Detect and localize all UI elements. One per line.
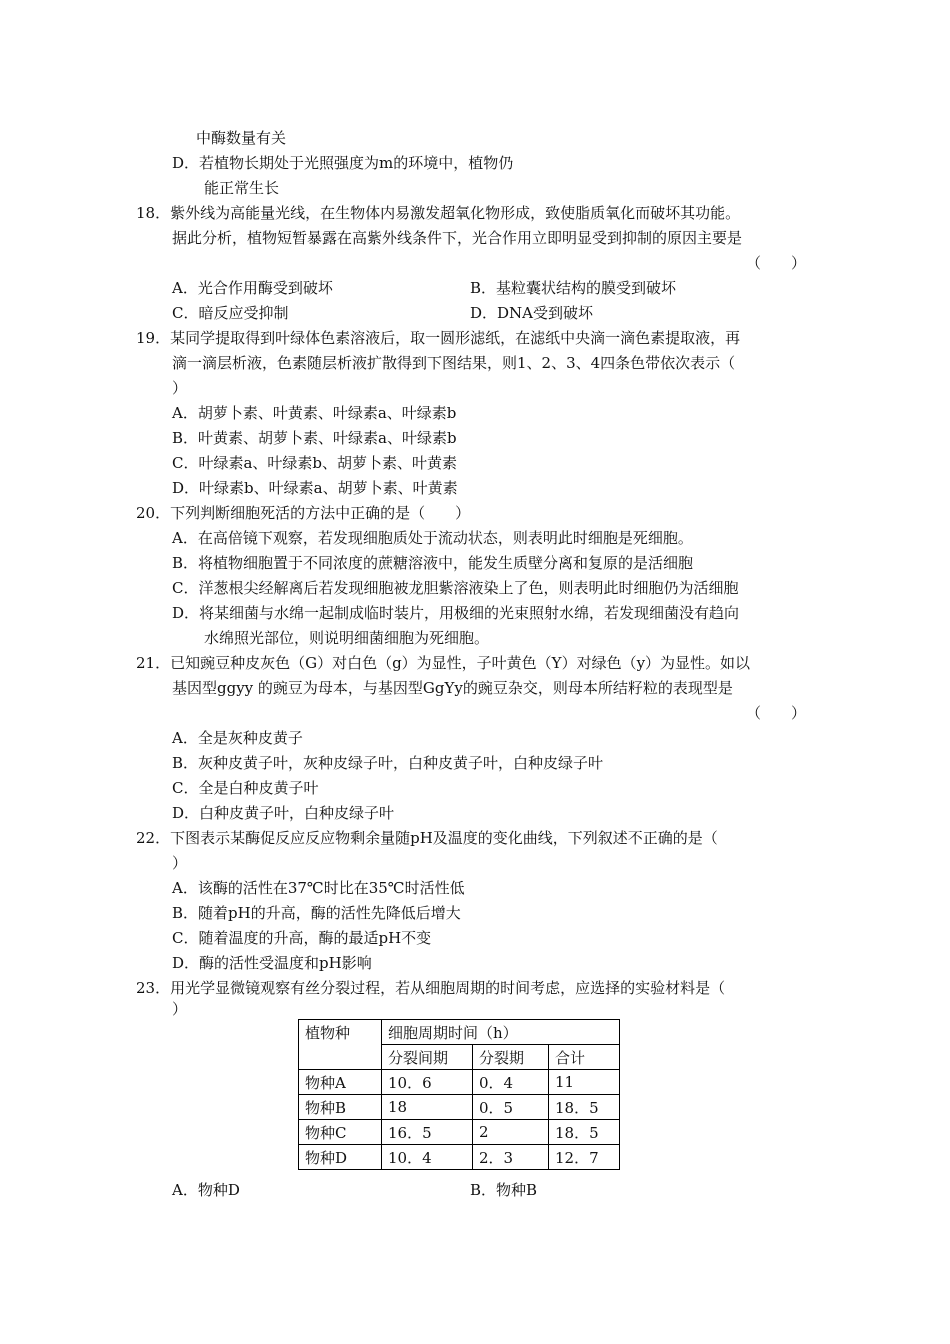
header-division: 分裂期 <box>473 1045 549 1070</box>
q23-stem-line1: 23．用光学显微镜观察有丝分裂过程，若从细胞周期的时间考虑，应选择的实验材料是（ <box>136 979 726 997</box>
table-row <box>299 1145 620 1170</box>
q18-stem-line1: 18．紫外线为高能量光线，在生物体内易激发超氧化物形成，致使脂质氧化而破坏其功能。 <box>136 204 741 222</box>
q22-option-c: C．随着温度的升高，酶的最适pH不变 <box>172 929 432 947</box>
q18-option-b: B．基粒囊状结构的膜受到破坏 <box>470 279 677 297</box>
cell-cycle-table <box>298 1019 620 1170</box>
q18-option-a: A．光合作用酶受到破坏 <box>172 279 333 297</box>
q18-number: 18． <box>136 204 171 222</box>
q20-stem: 20．下列判断细胞死活的方法中正确的是（ ） <box>136 504 471 522</box>
q23-option-a: A．物种D <box>172 1181 240 1199</box>
q19-option-d: D．叶绿素b、叶绿素a、胡萝卜素、叶黄素 <box>172 479 458 497</box>
q22-number: 22． <box>136 829 171 847</box>
prev-option-d-tail: 能正常生长 <box>204 179 280 197</box>
q23-stem-line2: ） <box>172 1000 188 1018</box>
q19-option-c: C．叶绿素a、叶绿素b、胡萝卜素、叶黄素 <box>172 454 458 472</box>
q18-option-d: D．DNA受到破坏 <box>470 304 594 322</box>
division-value: 2 <box>473 1120 549 1145</box>
q21-stem-line1: 21．已知豌豆种皮灰色（G）对白色（g）为显性，子叶黄色（Y）对绿色（y）为显性。如以 <box>136 654 751 672</box>
q21-option-b: B．灰种皮黄子叶，灰种皮绿子叶，白种皮黄子叶，白种皮绿子叶 <box>172 754 604 772</box>
q18-stem-line2: 据此分析，植物短暂暴露在高紫外线条件下，光合作用立即明显受到抑制的原因主要是 <box>172 229 743 247</box>
q21-option-c: C．全是白种皮黄子叶 <box>172 779 319 797</box>
total-value: 11 <box>549 1070 620 1095</box>
q19-option-b: B．叶黄素、胡萝卜素、叶绿素a、叶绿素b <box>172 429 457 447</box>
interphase-value: 16．5 <box>382 1120 473 1145</box>
q18-answer-blank: （ ） <box>746 254 807 272</box>
q22-stem-line2: ） <box>172 854 188 872</box>
q20-number: 20． <box>136 504 171 522</box>
q22-option-a: A．该酶的活性在37℃时比在35℃时活性低 <box>172 879 465 897</box>
interphase-value: 18 <box>382 1095 473 1120</box>
q21-answer-blank: （ ） <box>746 704 807 722</box>
prev-option-c-tail: 中酶数量有关 <box>196 129 287 147</box>
species-name: 物种C <box>299 1120 382 1145</box>
prev-option-d: D．若植物长期处于光照强度为m的环境中，植物仍 <box>172 154 514 172</box>
species-name: 物种A <box>299 1070 382 1095</box>
division-value: 0．4 <box>473 1070 549 1095</box>
interphase-value: 10．6 <box>382 1070 473 1095</box>
q19-number: 19． <box>136 329 171 347</box>
q19-stem-line3: ） <box>172 379 188 397</box>
table-row <box>299 1095 620 1120</box>
header-interphase: 分裂间期 <box>382 1045 473 1070</box>
header-total: 合计 <box>549 1045 620 1070</box>
q20-option-c: C．洋葱根尖经解离后若发现细胞被龙胆紫溶液染上了色，则表明此时细胞仍为活细胞 <box>172 579 739 597</box>
total-value: 18．5 <box>549 1095 620 1120</box>
header-species: 植物种 <box>299 1020 382 1070</box>
table-row <box>299 1070 620 1095</box>
q20-option-a: A．在高倍镜下观察，若发现细胞质处于流动状态，则表明此时细胞是死细胞。 <box>172 529 693 547</box>
total-value: 18．5 <box>549 1120 620 1145</box>
species-name: 物种D <box>299 1145 382 1170</box>
q21-option-d: D．白种皮黄子叶，白种皮绿子叶 <box>172 804 395 822</box>
table-header-row <box>299 1020 620 1045</box>
division-value: 2．3 <box>473 1145 549 1170</box>
q22-option-d: D．酶的活性受温度和pH影响 <box>172 954 372 972</box>
q19-stem-line1: 19．某同学提取得到叶绿体色素溶液后，取一圆形滤纸，在滤纸中央滴一滴色素提取液，再 <box>136 329 741 347</box>
q23-option-b: B．物种B <box>470 1181 538 1199</box>
table-row <box>299 1120 620 1145</box>
q22-option-b: B．随着pH的升高，酶的活性先降低后增大 <box>172 904 461 922</box>
q22-stem-line1: 22．下图表示某酶促反应反应物剩余量随pH及温度的变化曲线，下列叙述不正确的是（ <box>136 829 718 847</box>
species-name: 物种B <box>299 1095 382 1120</box>
q21-number: 21． <box>136 654 171 672</box>
division-value: 0．5 <box>473 1095 549 1120</box>
q21-option-a: A．全是灰种皮黄子 <box>172 729 303 747</box>
q18-option-c: C．暗反应受抑制 <box>172 304 289 322</box>
q21-stem-line2: 基因型ggyy 的豌豆为母本，与基因型GgYy的豌豆杂交，则母本所结籽粒的表现型是 <box>172 679 733 697</box>
q23-number: 23． <box>136 979 171 997</box>
header-cycle-time: 细胞周期时间（h） <box>382 1020 620 1045</box>
q20-option-d-tail: 水绵照光部位，则说明细菌细胞为死细胞。 <box>204 629 490 647</box>
total-value: 12．7 <box>549 1145 620 1170</box>
q19-stem-line2: 滴一滴层析液，色素随层析液扩散得到下图结果，则1、2、3、4四条色带依次表示（ <box>172 354 736 372</box>
q20-option-b: B．将植物细胞置于不同浓度的蔗糖溶液中，能发生质壁分离和复原的是活细胞 <box>172 554 694 572</box>
q19-option-a: A．胡萝卜素、叶黄素、叶绿素a、叶绿素b <box>172 404 457 422</box>
interphase-value: 10．4 <box>382 1145 473 1170</box>
q20-option-d: D．将某细菌与水绵一起制成临时装片，用极细的光束照射水绵，若发现细菌没有趋向 <box>172 604 740 622</box>
